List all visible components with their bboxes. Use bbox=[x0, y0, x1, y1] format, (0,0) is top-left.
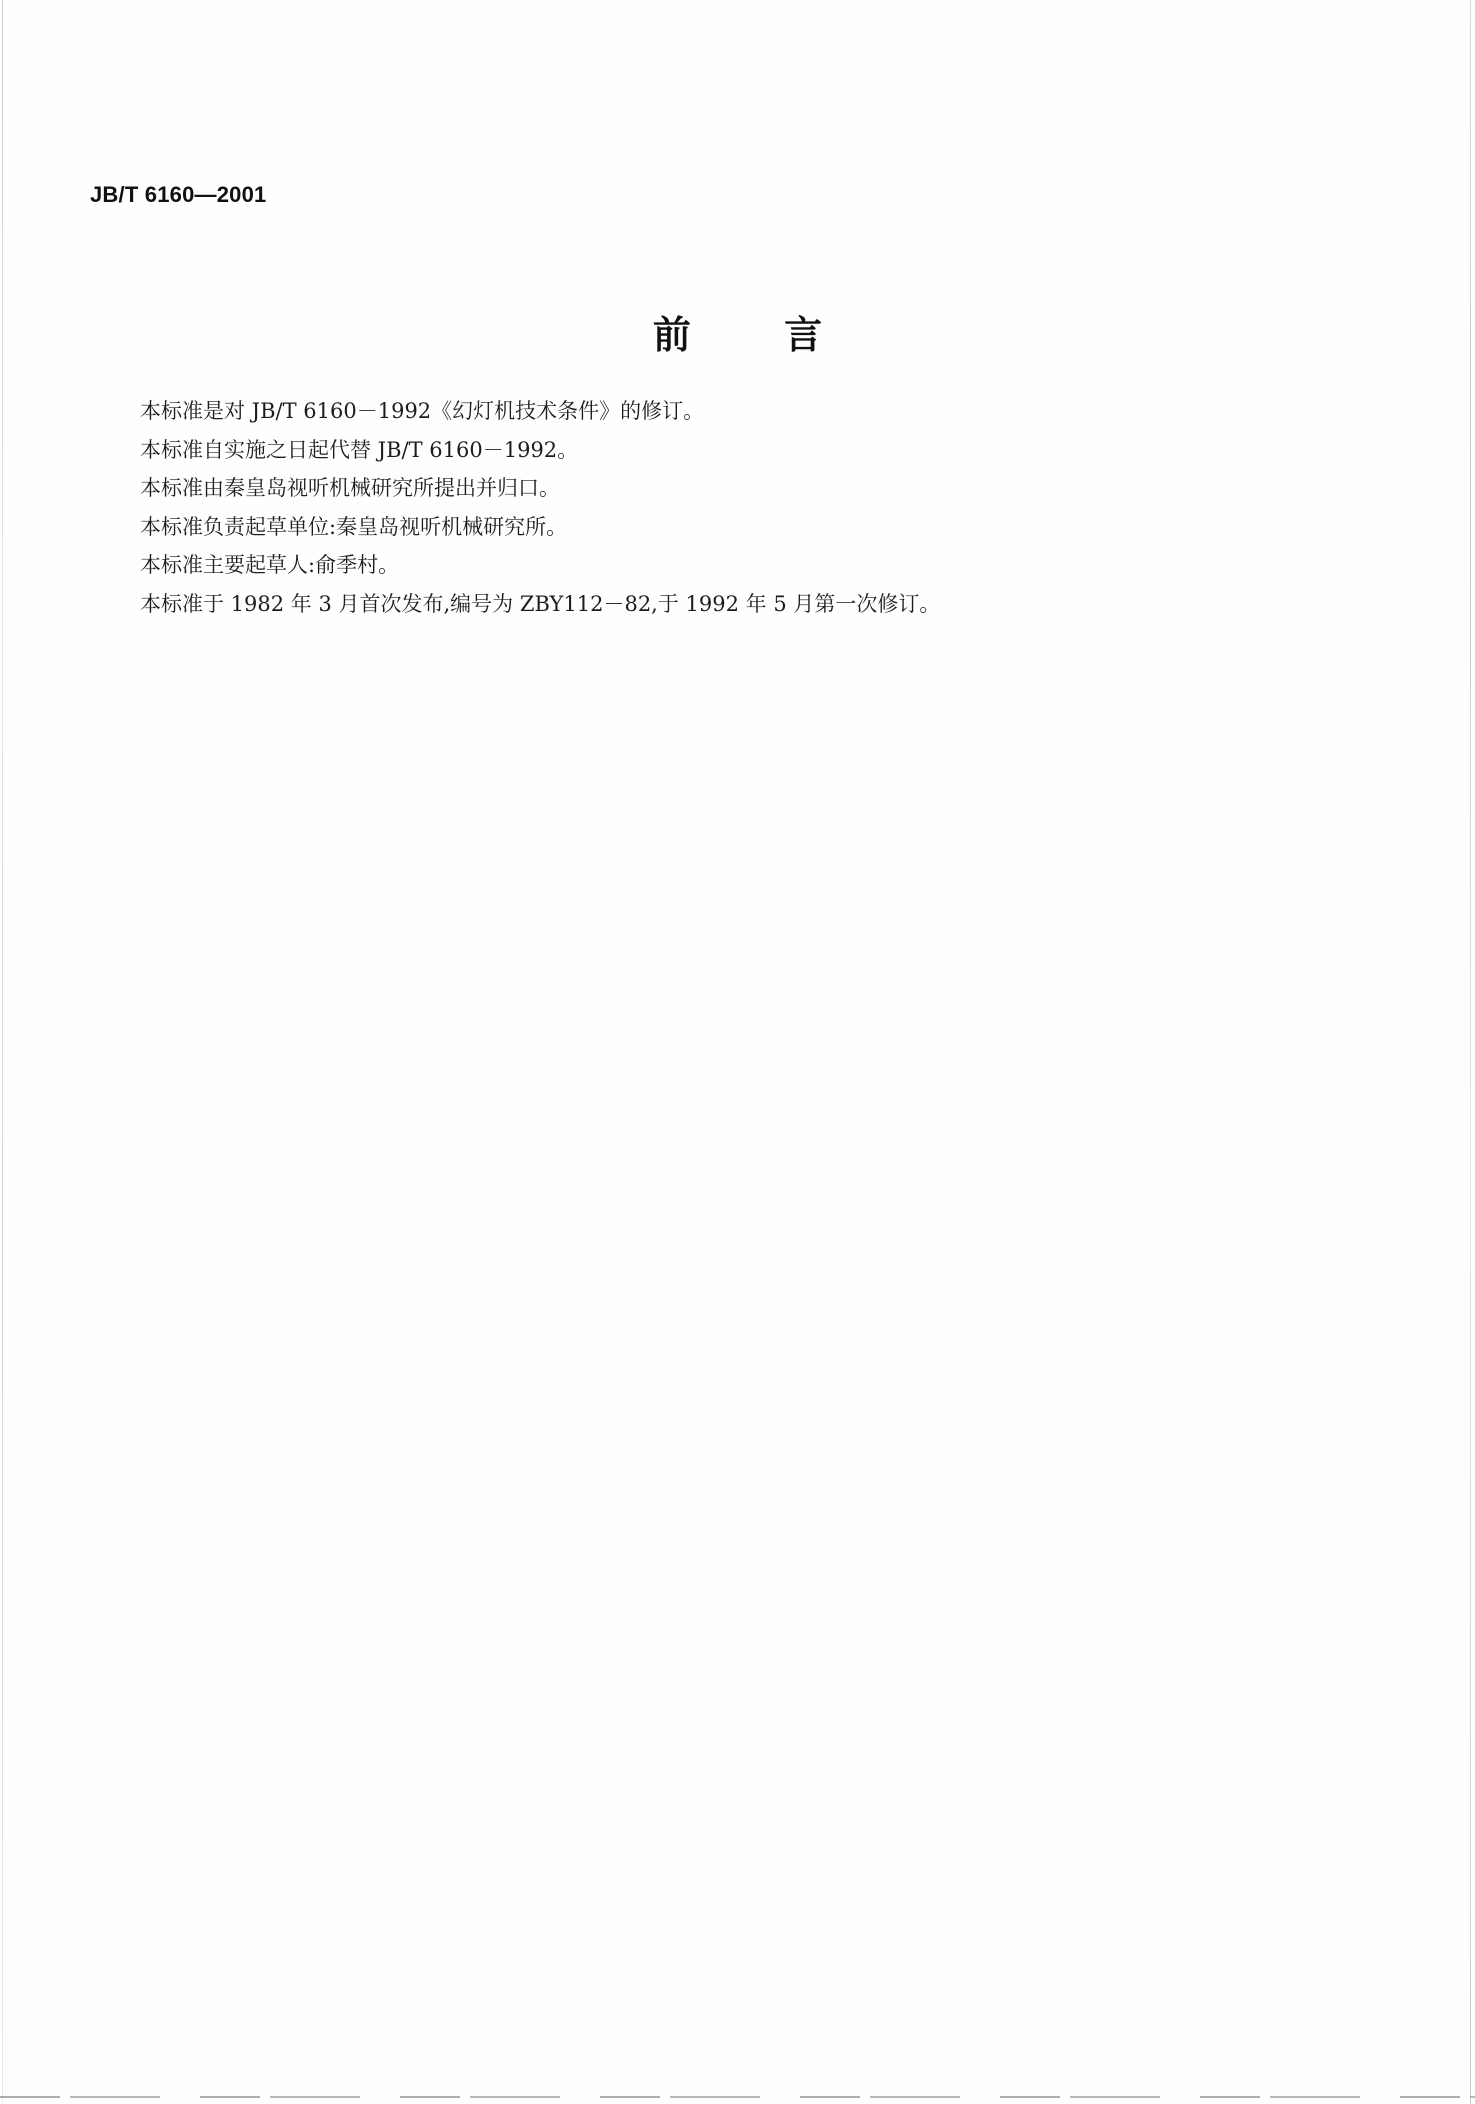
document-code: JB/T 6160—2001 bbox=[90, 182, 267, 207]
foreword-line-drafting-unit: 本标准负责起草单位:秦皇岛视听机械研究所。 bbox=[140, 514, 568, 539]
foreword-line-replaces: 本标准自实施之日起代替 JB/T 6160－1992。 bbox=[140, 437, 579, 462]
foreword-line-proposed-by: 本标准由秦皇岛视听机械研究所提出并归口。 bbox=[140, 476, 560, 501]
scan-edge-bottom bbox=[0, 2096, 1475, 2098]
foreword-line-drafter: 本标准主要起草人:俞季村。 bbox=[140, 553, 400, 578]
foreword-body bbox=[140, 392, 1360, 624]
page-title: 前 言 bbox=[652, 313, 863, 357]
foreword-line-revision: 本标准是对 JB/T 6160－1992《幻灯机技术条件》的修订。 bbox=[140, 399, 705, 423]
foreword-line-history: 本标准于 1982 年 3 月首次发布,编号为 ZBY112－82,于 1992 年 5 月第一次修订。 bbox=[140, 591, 941, 616]
